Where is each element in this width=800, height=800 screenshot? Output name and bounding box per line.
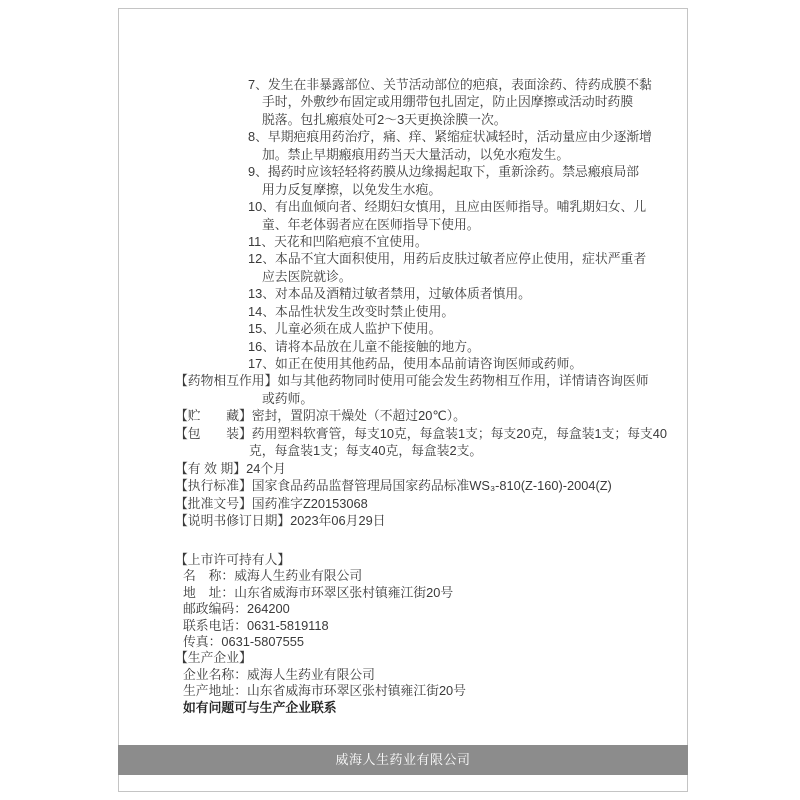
holder-row-postcode (175, 601, 680, 617)
item-number: 11、 (248, 233, 275, 249)
info-value: 2023年06月29日 (290, 512, 386, 528)
row-value: 0631-5807555 (221, 634, 304, 650)
holder-row-phone (175, 618, 680, 634)
item-text: 本品不宜大面积使用，用药后皮肤过敏者应停止使用，症状严重者 (275, 251, 647, 267)
item-text: 加。禁止早期瘢痕用药当天大量活动，以免水疱发生。 (262, 146, 570, 162)
info-value: 如与其他药物同时使用可能会发生药物相互作用，详情请咨询医师 (277, 373, 649, 389)
precaution-item-16 (175, 338, 680, 355)
item-text: 对本品及酒精过敏者禁用，过敏体质者慎用。 (275, 286, 531, 302)
item-text: 脱落。包扎瘢痕处可2～3天更换涂膜一次。 (262, 111, 507, 127)
manufacturer-row-name (175, 667, 680, 683)
info-value: 国药准字Z20153068 (251, 495, 368, 511)
item-text: 有出血倾向者、经期妇女慎用，且应由医师指导。哺乳期妇女、儿 (275, 199, 647, 215)
info-row-revision-date (175, 512, 680, 529)
row-label: 生产地址： (183, 683, 247, 699)
info-label: 【批准文号】 (175, 495, 252, 511)
manufacturer-heading: 【生产企业】 (175, 650, 252, 666)
row-value: 山东省威海市环翠区张村镇雍江街20号 (246, 683, 466, 699)
info-label: 【有 效 期】 (175, 460, 247, 476)
precaution-item-13 (175, 285, 680, 302)
footer-company-name: 威海人生药业有限公司 (335, 752, 471, 767)
item-text: 发生在非暴露部位、关节活动部位的疤痕，表面涂药、待药成膜不黏 (267, 77, 652, 92)
info-label: 【说明书修订日期】 (175, 512, 291, 528)
info-value: 克，每盒装1支；每支40克，每盒装2支。 (249, 443, 483, 459)
item-text: 童、年老体弱者应在医师指导下使用。 (262, 216, 480, 232)
row-value: 威海人生药业有限公司 (234, 568, 363, 584)
item-text: 儿童必须在成人监护下使用。 (275, 321, 442, 337)
footer-band (118, 745, 688, 775)
contact-note: 如有问题可与生产企业联系 (183, 699, 337, 715)
item-number: 15、 (248, 321, 276, 337)
item-text: 用力反复摩擦，以免发生水疱。 (262, 181, 442, 197)
precaution-item-12 (175, 250, 680, 285)
item-number: 14、 (248, 303, 276, 319)
row-value: 山东省威海市环翠区张村镇雍江街20号 (234, 584, 454, 600)
info-label: 【药物相互作用】 (175, 373, 278, 389)
item-text: 手时，外敷纱布固定或用绷带包扎固定，防止因摩擦或活动时药膜 (262, 94, 634, 110)
info-row-standard (175, 477, 680, 494)
item-text: 请将本品放在儿童不能接触的地方。 (275, 338, 480, 354)
precaution-item-7 (175, 76, 680, 128)
info-row-approval-number (175, 495, 680, 512)
item-number: 16、 (248, 338, 276, 354)
item-text: 应去医院就诊。 (262, 268, 352, 284)
row-value: 威海人生药业有限公司 (246, 666, 375, 682)
row-value: 264200 (246, 601, 290, 617)
info-label: 【执行标准】 (175, 478, 252, 494)
precaution-item-10 (175, 198, 680, 233)
item-number: 13、 (248, 286, 276, 302)
info-value: 国家食品药品监督管理局国家药品标准WS₃-810(Z-160)-2004(Z) (251, 478, 612, 494)
item-number: 8、 (248, 129, 268, 145)
item-number: 7、 (248, 77, 268, 92)
info-label: 【贮 藏】 (175, 408, 252, 424)
row-label: 地 址： (183, 584, 235, 600)
item-number: 17、 (248, 356, 276, 371)
precaution-item-11 (175, 233, 680, 250)
manufacturer-row-address (175, 683, 680, 699)
info-label: 【包 装】 (175, 425, 252, 441)
item-text: 天花和凹陷疤痕不宜使用。 (274, 233, 428, 249)
holder-row-name (175, 568, 680, 584)
item-number: 10、 (248, 199, 276, 215)
item-number: 12、 (248, 251, 276, 267)
row-label: 联系电话： (183, 617, 247, 633)
info-value: 药用塑料软膏管，每支10克，每盒装1支；每支20克，每盒装1支；每支40 (251, 425, 668, 441)
item-number: 9、 (248, 164, 268, 180)
precaution-item-15 (175, 320, 680, 337)
info-value: 24个月 (246, 460, 286, 476)
row-label: 名 称： (183, 568, 235, 584)
row-label: 企业名称： (183, 666, 247, 682)
info-row-packaging (175, 425, 680, 460)
precaution-item-14 (175, 303, 680, 320)
row-label: 邮政编码： (183, 601, 247, 617)
company-info (175, 552, 680, 716)
item-text: 揭药时应该轻轻将药膜从边缘揭起取下，重新涂药。禁忌瘢痕局部 (267, 164, 640, 180)
leaflet-body (175, 76, 680, 529)
item-text: 如正在使用其他药品，使用本品前请咨询医师或药师。 (275, 356, 583, 371)
row-value: 0631-5819118 (246, 617, 329, 633)
row-label: 传真： (183, 634, 222, 650)
info-value: 或药师。 (262, 390, 314, 406)
item-text: 本品性状发生改变时禁止使用。 (275, 303, 455, 319)
precaution-item-8 (175, 128, 680, 163)
holder-heading: 【上市许可持有人】 (175, 552, 291, 567)
item-text: 早期疤痕用药治疗，痛、痒、紧缩症状减轻时，活动量应由少逐渐增 (267, 129, 652, 145)
info-value: 密封，置阴凉干燥处（不超过20℃）。 (251, 408, 466, 424)
precaution-item-9 (175, 163, 680, 198)
precaution-item-17 (175, 355, 680, 372)
holder-row-fax (175, 634, 680, 650)
info-row-storage (175, 407, 680, 424)
holder-row-address (175, 585, 680, 601)
info-row-drug-interactions (175, 372, 680, 407)
info-row-shelf-life (175, 460, 680, 477)
